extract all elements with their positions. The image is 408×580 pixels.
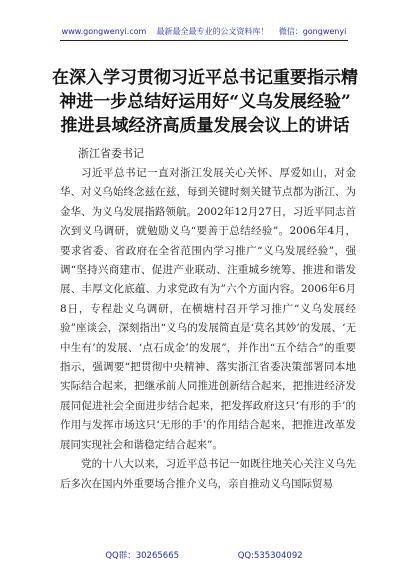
title-line: 在深入学习贯彻习近平总书记重要指示精 [52,68,358,88]
header-wechat: 微信：gongwenyi [278,27,347,36]
footer-qq: QQ:535304092 [237,551,303,561]
document-title [40,66,370,138]
document-body [60,164,356,494]
page-footer [0,549,408,561]
body-paragraph: 党的十八大以来，习近平总书记一如既往地关心关注义乌先后多次在国内外重要场合推介义乌，亲自推动义乌国际贸易 [60,458,356,490]
title-line: 神进一步总结好运用好“义乌发展经验” [59,92,351,112]
header-divider [60,40,348,41]
footer-qq-group: QQ群：30265665 [105,551,180,561]
header-site-link[interactable]: www.gongwenyi.com [61,27,147,36]
header-slogan: 最新最全最专业的公文资料库！ [156,27,269,36]
author-line: 浙江省委书记 [78,147,144,160]
body-paragraph: 习近平总书记一直对浙江发展关心关怀、厚爱如山，对金华、对义乌始终念兹在兹，每到关键时刻关键节点都为浙江、为金华、为义乌发展指路领航。2002年12月27日，习近平同志首次到义乌调研，就勉励义乌“要善于总结经验”。2006年4月，要求省委、省政府在全省范围内学习推广“义乌发展经验”，强调“坚持兴商建市、促进产业联动、注重城乡统筹、推进和谐发展、丰厚文化底蕴、力求党政有为”六个方面内容。2006年6月8日，专程赴义乌调研，在横塘村召开学习推广“义乌发展经验”座谈会，深刻指出“义乌的发展简直是‘莫名其妙’的发展、‘无中生有’的发展、‘点石成金’的发展”，并作出“五个结合”的重要指示，强调要“把贯彻中央精神、落实浙江省委决策部署同本地实际结合起来，把继承前人同推进创新结合起来，把推进经济发展同促进社会全面进步结合起来，把发挥政府这只‘有形的手’的作用与发挥市场这只‘无形的手’的作用结合起来，把推进改革发展同实现社会和谐稳定结合起来”。 [60,167,356,451]
title-line: 推进县域经济高质量发展会议上的讲话 [60,116,350,136]
page-header [0,26,408,37]
